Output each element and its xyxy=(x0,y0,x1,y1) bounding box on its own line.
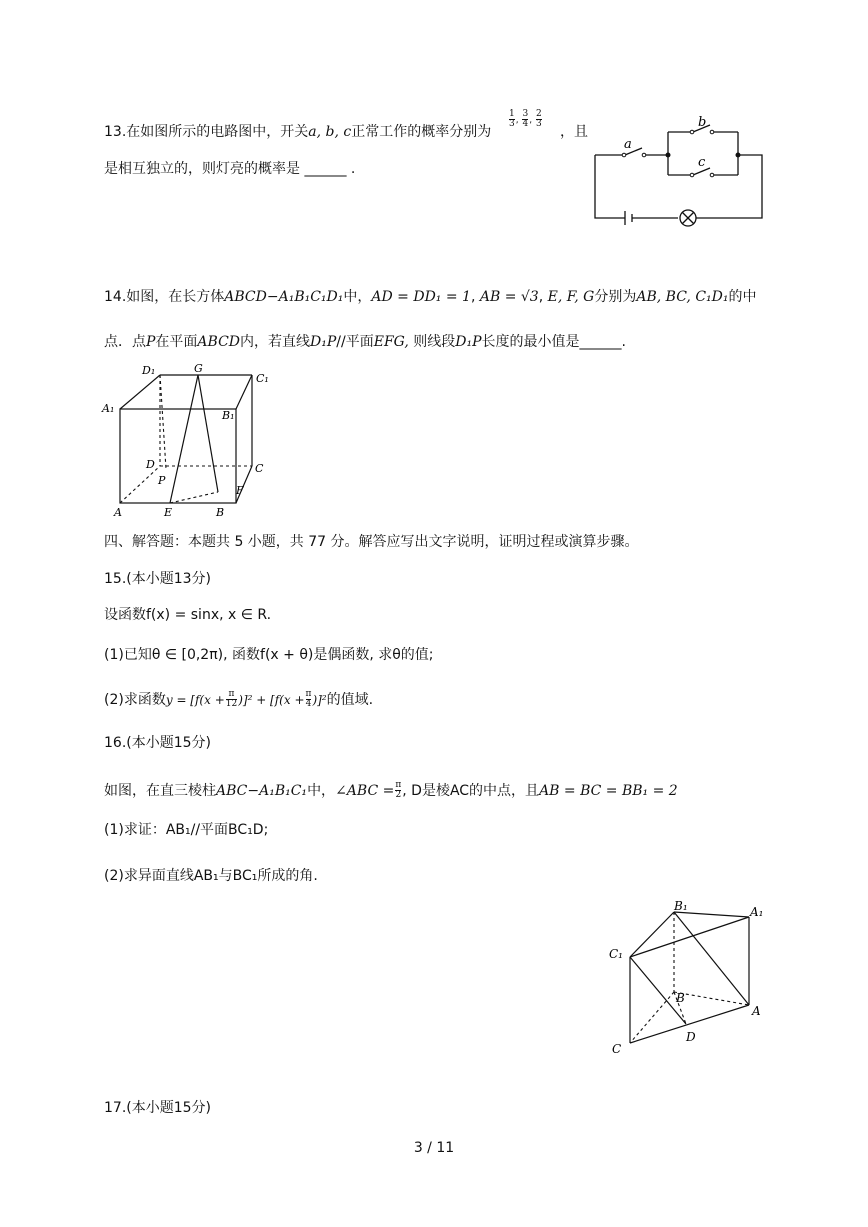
q16-t3: , D是棱AC的中点，且 xyxy=(402,782,540,799)
label-B1: B₁ xyxy=(674,899,688,913)
q14-t5: 点．点 xyxy=(104,334,146,350)
circuit-diagram xyxy=(590,110,770,230)
q16-part1: (1)求证：AB₁//平面BC₁D; xyxy=(104,822,269,838)
q14-points: E, F, G xyxy=(547,289,595,305)
label-C: C xyxy=(612,1042,622,1056)
q14-t4: 的中 xyxy=(728,289,757,305)
q14-t10: 长度的最小值是______. xyxy=(481,334,626,350)
frac-2-3: $\frac{2}{3}$ xyxy=(535,109,542,130)
label-C: C xyxy=(255,462,264,475)
q13-switches: a, b, c xyxy=(308,124,352,140)
label-D1: D₁ xyxy=(142,364,156,377)
q15-p2-text: (2)求函数 xyxy=(104,691,166,708)
label-A: A xyxy=(752,1004,761,1018)
q14-line1: 14.如图，在长方体ABCD−A₁B₁C₁D₁中，AD = DD₁ = 1, AB = √3, E, F, G分别为AB, BC, C₁D₁的中 xyxy=(104,289,757,305)
q14-line: D₁P xyxy=(310,334,337,350)
q15-formula-c: )]² xyxy=(312,692,327,707)
q16-eq: AB = BC = BB₁ = 2 xyxy=(539,782,678,799)
q16-heading: 16.(本小题15分) xyxy=(104,735,212,751)
label-b: b xyxy=(698,115,707,130)
q13-fractions: $\frac{1}{3}$ , $\frac{3}{4}$ , $\frac{2}{3}$ xyxy=(509,109,542,130)
q14-plane2: EFG, xyxy=(373,334,409,350)
q14-seg: D₁P xyxy=(455,334,482,350)
label-F: F xyxy=(236,484,244,497)
q14-t8: 平面 xyxy=(345,334,374,350)
cuboid-figure xyxy=(100,362,280,520)
label-P: P xyxy=(158,474,166,487)
q13-text-2: 正常工作的概率分别为 xyxy=(351,124,492,140)
q15-formula-a: y = [f(x + xyxy=(165,692,225,707)
q14-par: // xyxy=(336,334,346,350)
q13-text-1: 13.在如图所示的电路图中，开关 xyxy=(104,124,309,140)
label-D: D xyxy=(686,1030,696,1044)
frac-pi-4: $\frac{\pi}{4}$ xyxy=(305,689,312,710)
q17-heading: 17.(本小题15分) xyxy=(104,1100,212,1116)
q15-stem: 设函数f(x) = sinx, x ∈ R. xyxy=(104,607,272,623)
q16-stem xyxy=(104,781,678,801)
q14-t9: 则线段 xyxy=(413,334,456,350)
section-heading: 四、解答题：本题共 5 小题，共 77 分。解答应写出文字说明，证明过程或演算步骤。 xyxy=(104,534,639,550)
frac-pi-2: $\frac{\pi}{2}$ xyxy=(395,780,402,801)
label-B: B xyxy=(676,991,685,1005)
frac-3-4: $\frac{3}{4}$ xyxy=(522,109,529,130)
label-A1: A₁ xyxy=(102,402,115,415)
q14-t6: 在平面 xyxy=(155,334,198,350)
q14-t2: 中， xyxy=(343,289,372,305)
label-C1: C₁ xyxy=(609,947,623,961)
q13-text-3: ，且 xyxy=(560,124,588,140)
q16-t2: 中， xyxy=(307,782,336,799)
q15-formula-b: )]² + [f(x + xyxy=(238,692,305,707)
label-G: G xyxy=(194,362,203,375)
q14-seg3: C₁D₁ xyxy=(695,289,729,305)
q16-part2: (2)求异面直线AB₁与BC₁所成的角. xyxy=(104,868,318,884)
q15-heading: 15.(本小题13分) xyxy=(104,571,212,587)
label-c: c xyxy=(698,155,706,170)
q14-cond1: AD = DD₁ = 1 xyxy=(371,289,471,305)
prism-figure xyxy=(604,895,774,1060)
page-number: 3 / 11 xyxy=(413,1140,455,1156)
frac-pi-12: $\frac{\pi}{12}$ xyxy=(225,689,238,710)
q14-line2 xyxy=(104,334,626,351)
q14-t3: 分别为 xyxy=(594,289,637,305)
q13-line1 xyxy=(104,124,491,141)
label-D: D xyxy=(146,458,155,471)
label-B: B xyxy=(216,506,225,519)
q16-prism: ABC−A₁B₁C₁ xyxy=(216,782,308,799)
label-A: A xyxy=(114,506,122,519)
q15-part1: (1)已知θ ∈ [0,2π), 函数f(x + θ)是偶函数, 求θ的值; xyxy=(104,647,434,663)
label-C1: C₁ xyxy=(256,372,269,385)
q14-p: P xyxy=(146,334,156,350)
q14-plane: ABCD xyxy=(197,334,241,350)
q15-p2-end: 的值域. xyxy=(326,691,374,708)
label-E: E xyxy=(164,506,173,519)
label-B1: B₁ xyxy=(222,409,235,422)
q14-solid: ABCD−A₁B₁C₁D₁ xyxy=(224,289,344,305)
q14-t7: 内，若直线 xyxy=(240,334,311,350)
q14-segs: AB, BC, xyxy=(636,289,691,305)
q16-t1: 如图，在直三棱柱 xyxy=(104,782,216,799)
label-a: a xyxy=(624,137,632,152)
frac-1-3: $\frac{1}{3}$ xyxy=(509,109,515,130)
q15-part2 xyxy=(104,690,373,710)
q14-t1: 14.如图，在长方体 xyxy=(104,289,225,305)
label-A1: A₁ xyxy=(750,905,764,919)
q16-angle: ∠ABC = xyxy=(335,782,395,799)
q13-line2: 是相互独立的，则灯亮的概率是 ______ . xyxy=(104,161,356,177)
q14-cond2: AB = √3 xyxy=(479,289,539,305)
